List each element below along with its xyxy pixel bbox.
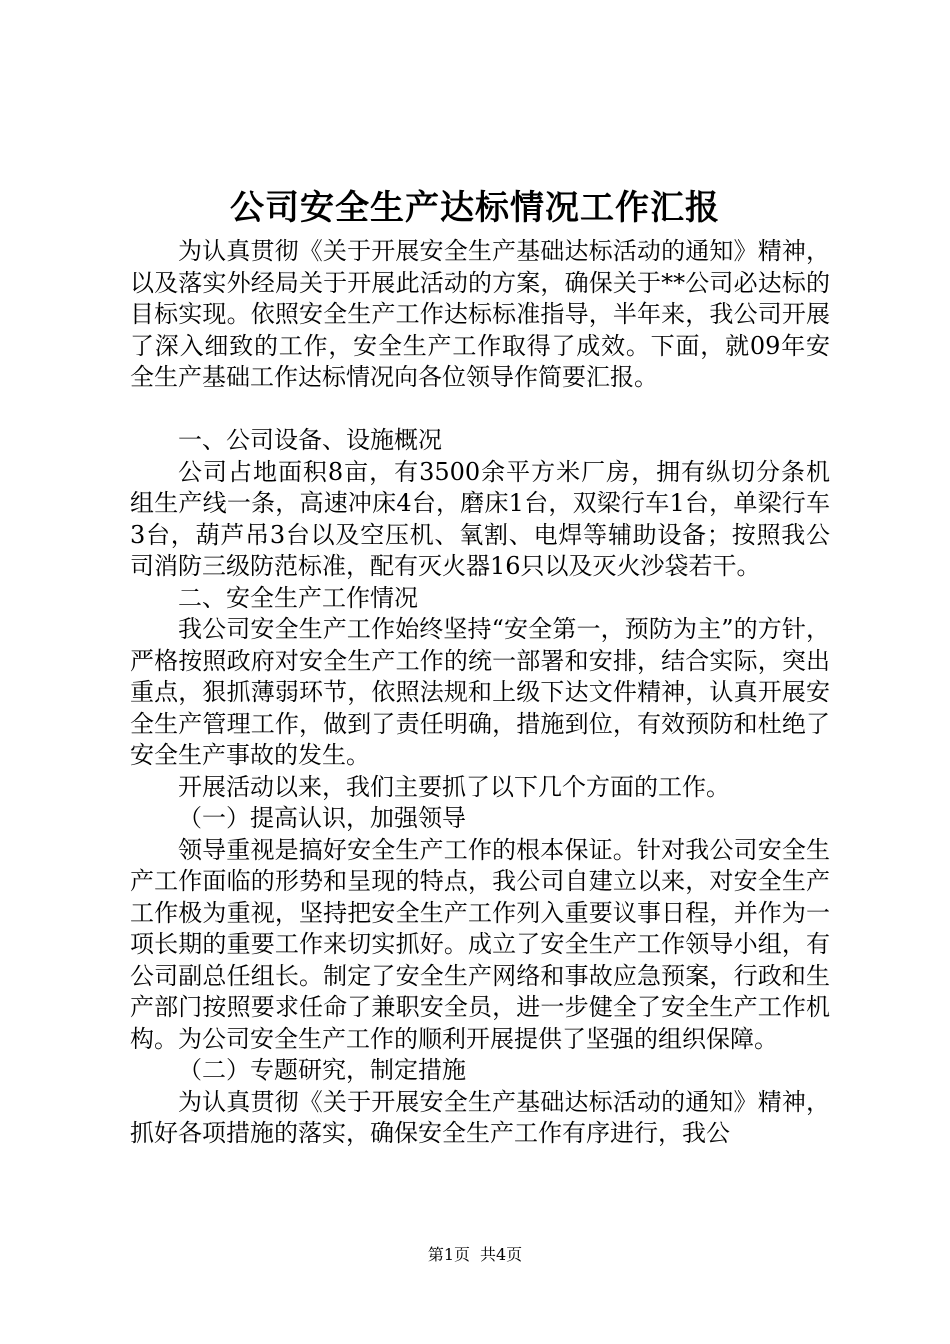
paragraph-facilities: 公司占地面积8亩，有3500余平方米厂房，拥有纵切分条机组生产线一条，高速冲床4台，磨床1台，双梁行车1台，单梁行车3台，葫芦吊3台以及空压机、氧割、电焊等辅助设备；按照我公司消防三级防范标准，配有灭火器16只以及灭火沙袋若干。: [130, 457, 830, 580]
paragraph-leadership: 领导重视是搞好安全生产工作的根本保证。针对我公司安全生产工作面临的形势和呈现的特点，我公司自建立以来，对安全生产工作极为重视，坚持把安全生产工作列入重要议事日程，并作为一项长期的重要工作来切实抓好。成立了安全生产工作领导小组，有公司副总任组长。制定了安全生产网络和事故应急预案，行政和生产部门按照要求任命了兼职安全员，进一步健全了安全生产工作机构。为公司安全生产工作的顺利开展提供了坚强的组织保障。: [130, 835, 830, 1053]
intro-paragraph: 为认真贯彻《关于开展安全生产基础达标活动的通知》精神，以及落实外经局关于开展此活动的方案，确保关于**公司必达标的目标实现。依照安全生产工作达标标准指导，半年来，我公司开展了深入细致的工作，安全生产工作取得了成效。下面，就09年安全生产基础工作达标情况向各位领导作简要汇报。: [130, 237, 830, 391]
section-heading-2: 二、安全生产工作情况: [178, 583, 418, 612]
page-total: 共4页: [480, 1245, 523, 1264]
subsection-heading-1: （一）提高认识，加强领导: [178, 804, 466, 832]
page-number: 第1页: [427, 1245, 470, 1264]
paragraph-safety-work: 我公司安全生产工作始终坚持“安全第一，预防为主”的方针，严格按照政府对安全生产工作的统一部署和安排，结合实际，突出重点，狠抓薄弱环节，依照法规和上级下达文件精神，认真开展安全生产管理工作，做到了责任明确，措施到位，有效预防和杜绝了安全生产事故的发生。: [130, 615, 830, 769]
paragraph-measures: 为认真贯彻《关于开展安全生产基础达标活动的通知》精神，抓好各项措施的落实，确保安全生产工作有序进行，我公: [130, 1087, 830, 1147]
subsection-heading-2: （二）专题研究，制定措施: [178, 1056, 466, 1084]
document-title: 公司安全生产达标情况工作汇报: [230, 188, 720, 228]
paragraph-activity-intro: 开展活动以来，我们主要抓了以下几个方面的工作。: [178, 772, 730, 801]
document-body: [130, 236, 830, 1150]
section-heading-1: 一、公司设备、设施概况: [178, 426, 442, 454]
page-footer: [0, 1244, 950, 1266]
